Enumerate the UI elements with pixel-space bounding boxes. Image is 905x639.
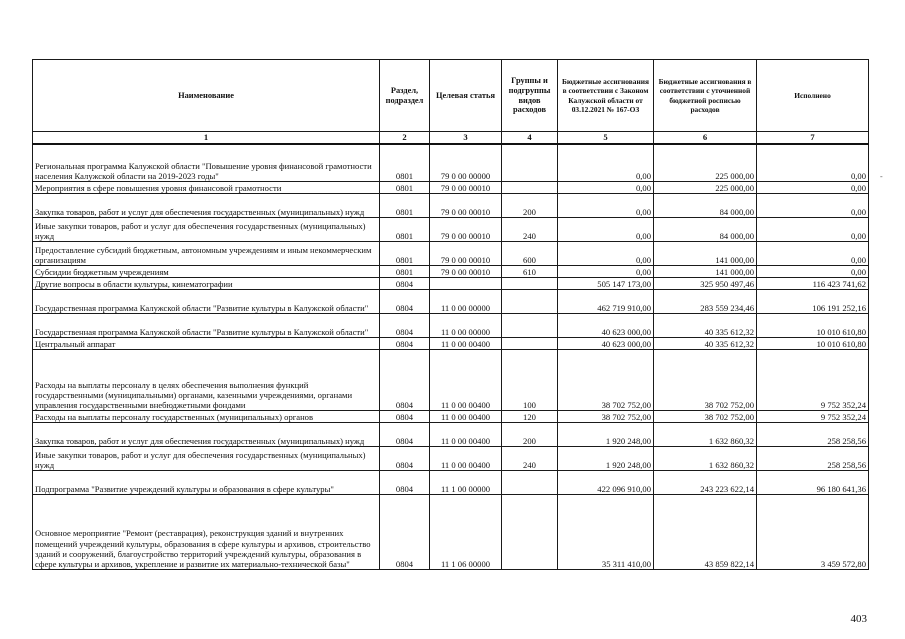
column-number: 3 bbox=[430, 132, 502, 144]
cell-law: 40 623 000,00 bbox=[558, 338, 654, 350]
table-row bbox=[33, 411, 869, 423]
table-row bbox=[33, 471, 869, 495]
cell-section: 0804 bbox=[380, 278, 430, 290]
cell-law: 422 096 910,00 bbox=[558, 471, 654, 495]
table-row bbox=[33, 495, 869, 570]
cell-law: 40 623 000,00 bbox=[558, 314, 654, 338]
cell-updated: 1 632 860,32 bbox=[654, 447, 757, 471]
cell-law: 0,00 bbox=[558, 242, 654, 266]
cell-group: 100 bbox=[502, 350, 558, 411]
cell-group bbox=[502, 290, 558, 314]
cell-name: Субсидии бюджетным учреждениям bbox=[33, 266, 380, 278]
cell-law: 0,00 bbox=[558, 194, 654, 218]
table-row bbox=[33, 218, 869, 242]
cell-updated: 325 950 497,46 bbox=[654, 278, 757, 290]
cell-name: Центральный аппарат bbox=[33, 338, 380, 350]
cell-executed: 116 423 741,62 bbox=[757, 278, 869, 290]
cell-group: 240 bbox=[502, 447, 558, 471]
cell-updated: 40 335 612,32 bbox=[654, 314, 757, 338]
cell-updated: 141 000,00 bbox=[654, 242, 757, 266]
cell-section: 0804 bbox=[380, 314, 430, 338]
cell-executed: 0,00 bbox=[757, 242, 869, 266]
cell-updated: 243 223 622,14 bbox=[654, 471, 757, 495]
cell-updated: 225 000,00 bbox=[654, 144, 757, 182]
cell-target: 79 0 00 00010 bbox=[430, 266, 502, 278]
cell-target: 11 0 00 00000 bbox=[430, 314, 502, 338]
column-number: 1 bbox=[33, 132, 380, 144]
cell-name: Государственная программа Калужской области "Развитие культуры в Калужской области" bbox=[33, 290, 380, 314]
cell-section: 0804 bbox=[380, 350, 430, 411]
column-number: 7 bbox=[757, 132, 869, 144]
cell-executed: 10 010 610,80 bbox=[757, 314, 869, 338]
cell-target: 79 0 00 00010 bbox=[430, 242, 502, 266]
cell-section: 0801 bbox=[380, 182, 430, 194]
cell-target: 79 0 00 00000 bbox=[430, 144, 502, 182]
cell-section: 0801 bbox=[380, 266, 430, 278]
cell-updated: 38 702 752,00 bbox=[654, 350, 757, 411]
cell-section: 0804 bbox=[380, 471, 430, 495]
cell-section: 0801 bbox=[380, 242, 430, 266]
cell-group bbox=[502, 278, 558, 290]
cell-target: 79 0 00 00010 bbox=[430, 182, 502, 194]
cell-group bbox=[502, 338, 558, 350]
cell-name: Государственная программа Калужской области "Развитие культуры в Калужской области" bbox=[33, 314, 380, 338]
cell-updated: 225 000,00 bbox=[654, 182, 757, 194]
header-target: Целевая статья bbox=[430, 60, 502, 132]
cell-law: 462 719 910,00 bbox=[558, 290, 654, 314]
cell-law: 1 920 248,00 bbox=[558, 447, 654, 471]
cell-group bbox=[502, 495, 558, 570]
cell-updated: 283 559 234,46 bbox=[654, 290, 757, 314]
cell-law: 505 147 173,00 bbox=[558, 278, 654, 290]
budget-table bbox=[32, 59, 869, 570]
cell-section: 0804 bbox=[380, 290, 430, 314]
cell-law: 38 702 752,00 bbox=[558, 350, 654, 411]
table-row bbox=[33, 278, 869, 290]
cell-group: 120 bbox=[502, 411, 558, 423]
cell-law: 0,00 bbox=[558, 144, 654, 182]
cell-group bbox=[502, 144, 558, 182]
cell-executed: 3 459 572,80 bbox=[757, 495, 869, 570]
cell-group: 600 bbox=[502, 242, 558, 266]
table-row bbox=[33, 242, 869, 266]
cell-updated: 43 859 822,14 bbox=[654, 495, 757, 570]
table-row bbox=[33, 447, 869, 471]
cell-target: 11 0 00 00400 bbox=[430, 411, 502, 423]
cell-target: 11 0 00 00400 bbox=[430, 338, 502, 350]
column-number: 5 bbox=[558, 132, 654, 144]
cell-group: 200 bbox=[502, 423, 558, 447]
cell-updated: 84 000,00 bbox=[654, 218, 757, 242]
cell-group bbox=[502, 314, 558, 338]
cell-executed: 9 752 352,24 bbox=[757, 350, 869, 411]
cell-executed: 0,00 bbox=[757, 144, 869, 182]
header-section: Раздел, подраздел bbox=[380, 60, 430, 132]
header-name: Наименование bbox=[33, 60, 380, 132]
cell-section: 0801 bbox=[380, 218, 430, 242]
cell-law: 38 702 752,00 bbox=[558, 411, 654, 423]
table-row bbox=[33, 423, 869, 447]
column-number: 6 bbox=[654, 132, 757, 144]
cell-target: 79 0 00 00010 bbox=[430, 218, 502, 242]
table-row bbox=[33, 290, 869, 314]
cell-section: 0801 bbox=[380, 144, 430, 182]
cell-law: 35 311 410,00 bbox=[558, 495, 654, 570]
header-law-appropriations: Бюджетные ассигнования в соответствии с Законом Калужской области от 03.12.2021 № 167-ОЗ bbox=[558, 60, 654, 132]
cell-executed: 96 180 641,36 bbox=[757, 471, 869, 495]
cell-name: Мероприятия в сфере повышения уровня финансовой грамотности bbox=[33, 182, 380, 194]
cell-executed: 258 258,56 bbox=[757, 423, 869, 447]
cell-name: Закупка товаров, работ и услуг для обеспечения государственных (муниципальных) нужд bbox=[33, 194, 380, 218]
cell-updated: 1 632 860,32 bbox=[654, 423, 757, 447]
cell-target bbox=[430, 278, 502, 290]
cell-target: 79 0 00 00010 bbox=[430, 194, 502, 218]
cell-executed: 0,00 bbox=[757, 266, 869, 278]
cell-executed: 10 010 610,80 bbox=[757, 338, 869, 350]
cell-target: 11 1 00 00000 bbox=[430, 471, 502, 495]
cell-target: 11 0 00 00000 bbox=[430, 290, 502, 314]
cell-target: 11 0 00 00400 bbox=[430, 447, 502, 471]
cell-updated: 40 335 612,32 bbox=[654, 338, 757, 350]
cell-group bbox=[502, 182, 558, 194]
cell-name: Основное мероприятие "Ремонт (реставрация), реконструкция зданий и внутренних помещений учреждений культуры, образования в сфере культуры и архивов, строительство зданий и сооружений, благоустройство территорий учреждений культуры, образования в сфере культуры и архивов, укрепление и развитие их материально-технической базы" bbox=[33, 495, 380, 570]
table-row bbox=[33, 338, 869, 350]
cell-executed: 0,00 bbox=[757, 182, 869, 194]
cell-executed: 0,00 bbox=[757, 218, 869, 242]
cell-law: 0,00 bbox=[558, 182, 654, 194]
cell-target: 11 1 06 00000 bbox=[430, 495, 502, 570]
cell-target: 11 0 00 00400 bbox=[430, 423, 502, 447]
table-row bbox=[33, 266, 869, 278]
cell-name: Подпрограмма "Развитие учреждений культуры и образования в сфере культуры" bbox=[33, 471, 380, 495]
column-number: 2 bbox=[380, 132, 430, 144]
cell-name: Расходы на выплаты персоналу в целях обеспечения выполнения функций государственными (муниципальными) органами, казенными учреждениями, органами управления государственными внебюджетными фондами bbox=[33, 350, 380, 411]
cell-law: 0,00 bbox=[558, 266, 654, 278]
cell-name: Расходы на выплаты персоналу государственных (муниципальных) органов bbox=[33, 411, 380, 423]
cell-executed: 106 191 252,16 bbox=[757, 290, 869, 314]
table-row bbox=[33, 144, 869, 182]
cell-target: 11 0 00 00400 bbox=[430, 350, 502, 411]
cell-section: 0804 bbox=[380, 447, 430, 471]
cell-updated: 141 000,00 bbox=[654, 266, 757, 278]
cell-name: Другие вопросы в области культуры, кинематографии bbox=[33, 278, 380, 290]
cell-executed: 0,00 bbox=[757, 194, 869, 218]
cell-group: 240 bbox=[502, 218, 558, 242]
cell-name: Иные закупки товаров, работ и услуг для обеспечения государственных (муниципальных) нужд bbox=[33, 218, 380, 242]
header-groups: Группы и подгруппы видов расходов bbox=[502, 60, 558, 132]
cell-name: Региональная программа Калужской области "Повышение уровня финансовой грамотности населения Калужской области на 2019-2023 годы" bbox=[33, 144, 380, 182]
page-number: 403 bbox=[850, 613, 867, 625]
cell-group: 610 bbox=[502, 266, 558, 278]
cell-name: Иные закупки товаров, работ и услуг для обеспечения государственных (муниципальных) нужд bbox=[33, 447, 380, 471]
cell-section: 0804 bbox=[380, 495, 430, 570]
table-body bbox=[33, 144, 869, 570]
cell-executed: 9 752 352,24 bbox=[757, 411, 869, 423]
cell-name: Предоставление субсидий бюджетным, автономным учреждениям и иным некоммерческим организациям bbox=[33, 242, 380, 266]
cell-law: 0,00 bbox=[558, 218, 654, 242]
cell-group: 200 bbox=[502, 194, 558, 218]
cell-section: 0804 bbox=[380, 411, 430, 423]
cell-updated: 38 702 752,00 bbox=[654, 411, 757, 423]
cell-group bbox=[502, 471, 558, 495]
cell-law: 1 920 248,00 bbox=[558, 423, 654, 447]
header-updated-appropriations: Бюджетные ассигнования в соответствии с уточненной бюджетной росписью расходов bbox=[654, 60, 757, 132]
table-row bbox=[33, 350, 869, 411]
table-row bbox=[33, 194, 869, 218]
cell-section: 0804 bbox=[380, 423, 430, 447]
cell-name: Закупка товаров, работ и услуг для обеспечения государственных (муниципальных) нужд bbox=[33, 423, 380, 447]
column-number: 4 bbox=[502, 132, 558, 144]
table-row bbox=[33, 182, 869, 194]
cell-executed: 258 258,56 bbox=[757, 447, 869, 471]
header-executed: Исполнено bbox=[757, 60, 869, 132]
cell-section: 0801 bbox=[380, 194, 430, 218]
table-row bbox=[33, 314, 869, 338]
margin-mark: - bbox=[880, 172, 883, 181]
cell-section: 0804 bbox=[380, 338, 430, 350]
cell-updated: 84 000,00 bbox=[654, 194, 757, 218]
